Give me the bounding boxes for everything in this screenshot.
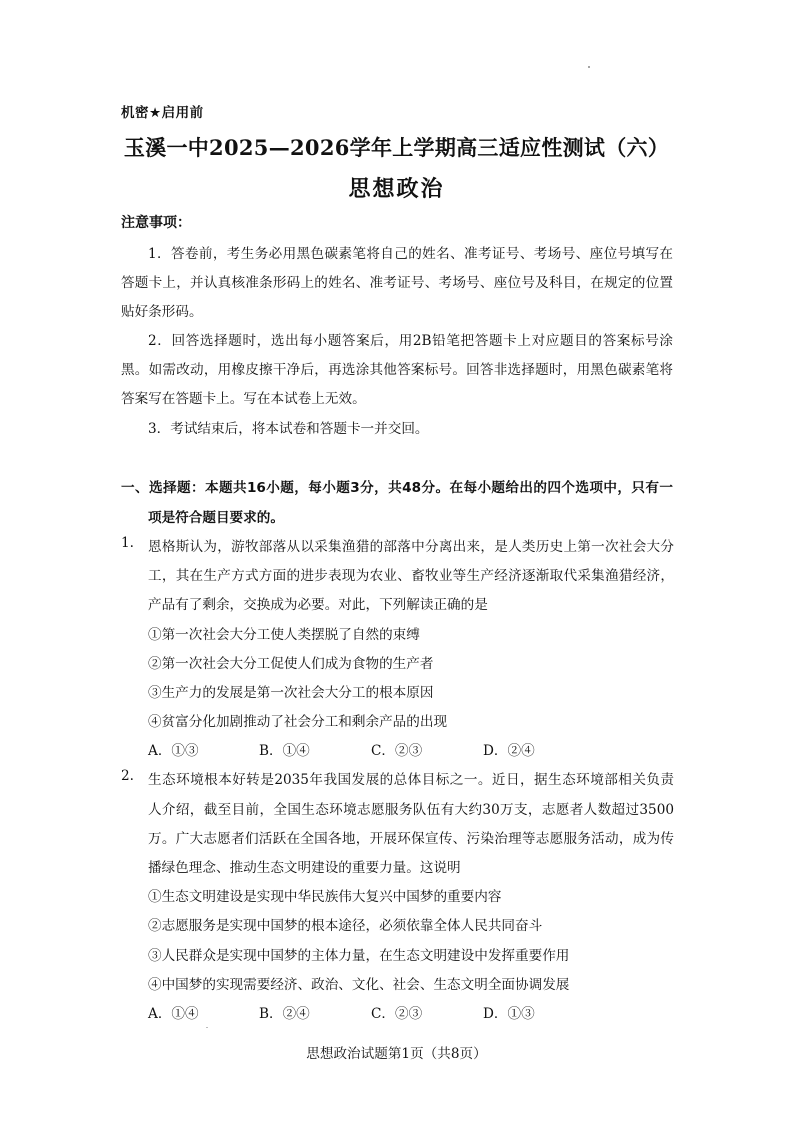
- confidential-label: 机密★启用前: [121, 105, 204, 121]
- notice-line: 2．回答选择题时，选出每小题答案后，用2B铅笔把答题卡上对应题目的答案标号涂: [148, 333, 673, 349]
- subject-title: 思想政治: [348, 176, 445, 202]
- scan-dot: [588, 66, 590, 68]
- question-statement: ④贫富分化加剧推动了社会分工和剩余产品的出现: [148, 714, 448, 730]
- exam-title: 玉溪一中2025—2026学年上学期高三适应性测试（六）: [123, 135, 670, 160]
- question-stem-line: 工，其在生产方式方面的进步表现为农业、畜牧业等生产经济逐渐取代采集渔猎经济，: [148, 568, 674, 584]
- notice-line: 3．考试结束后，将本试卷和答题卡一并交回。: [148, 421, 429, 437]
- option-d: D．①③: [483, 1006, 535, 1022]
- question-stem-line: 万。广大志愿者们活跃在全国各地，开展环保宣传、污染治理等志愿服务活动，成为传: [148, 831, 674, 847]
- notice-line: 答题卡上，并认真核准条形码上的姓名、准考证号、考场号、座位号及科目，在规定的位置: [121, 275, 673, 291]
- question-stem-line: 人介绍，截至目前，全国生态环境志愿服务队伍有大约30万支，志愿者人数超过3500: [148, 802, 674, 818]
- notice-line: 答案写在答题卡上。写在本试卷上无效。: [121, 391, 366, 407]
- notice-heading: 注意事项：: [121, 215, 191, 231]
- question-stem-line: 播绿色理念、推动生态文明建设的重要力量。这说明: [148, 860, 461, 876]
- notice-line: 黑。如需改动，用橡皮擦干净后，再选涂其他答案标号。回答非选择题时，用黑色碳素笔将: [121, 362, 673, 378]
- scan-mark: [206, 1027, 208, 1028]
- question-statement: ②第一次社会大分工促使人们成为食物的生产者: [148, 656, 434, 672]
- notice-line: 贴好条形码。: [121, 304, 203, 320]
- section-heading: 一、选择题：本题共16小题，每小题3分，共48分。在每小题给出的四个选项中，只有一: [121, 480, 673, 496]
- option-c: C．②③: [371, 743, 423, 759]
- option-b: B．①④: [259, 743, 310, 759]
- section-heading-cont: 项是符合题目要求的。: [148, 510, 284, 526]
- question-stem-line: 恩格斯认为，游牧部落从以采集渔猎的部落中分离出来，是人类历史上第一次社会大分: [148, 539, 674, 555]
- option-a: A．①④: [148, 1006, 199, 1022]
- option-d: D．②④: [483, 743, 535, 759]
- question-number: 1.: [121, 535, 134, 551]
- question-statement: ①生态文明建设是实现中华民族伟大复兴中国梦的重要内容: [148, 889, 502, 905]
- page-footer: 思想政治试题第1页（共8页）: [306, 1046, 487, 1062]
- question-stem-line: 产品有了剩余，交换成为必要。对此，下列解读正确的是: [148, 597, 488, 613]
- question-statement: ③人民群众是实现中国梦的主体力量，在生态文明建设中发挥重要作用: [148, 948, 570, 964]
- question-statement: ③生产力的发展是第一次社会大分工的根本原因: [148, 685, 434, 701]
- question-statement: ①第一次社会大分工使人类摆脱了自然的束缚: [148, 627, 420, 643]
- question-statement: ④中国梦的实现需要经济、政治、文化、社会、生态文明全面协调发展: [148, 977, 570, 993]
- option-c: C．②③: [371, 1006, 423, 1022]
- notice-line: 1．答卷前，考生务必用黑色碳素笔将自己的姓名、准考证号、考场号、座位号填写在: [148, 246, 673, 262]
- question-stem-line: 生态环境根本好转是2035年我国发展的总体目标之一。近日，据生态环境部相关负责: [148, 772, 674, 788]
- option-a: A．①③: [148, 743, 199, 759]
- option-b: B．②④: [259, 1006, 310, 1022]
- question-number: 2.: [121, 768, 134, 784]
- question-statement: ②志愿服务是实现中国梦的根本途径，必须依靠全体人民共同奋斗: [148, 918, 543, 934]
